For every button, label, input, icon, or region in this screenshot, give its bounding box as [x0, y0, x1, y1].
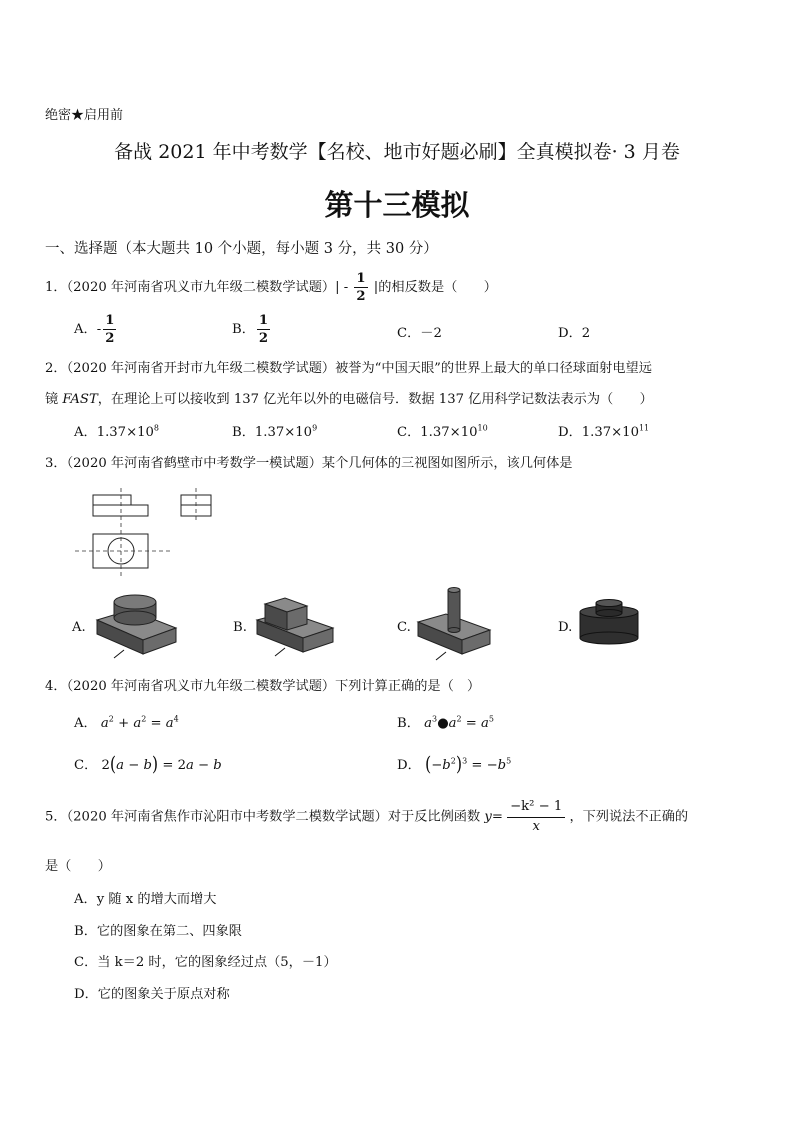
- question-1-stem: 1．（2020 年河南省巩义市九年级二模数学试题）| - $\frac{1}{2}$ |的相反数是（ ）: [45, 271, 497, 305]
- option-c-pillar-on-block-icon[interactable]: [416, 586, 494, 662]
- secret-label: 绝密★启用前: [45, 108, 124, 123]
- question-3-option-b[interactable]: B.: [233, 620, 247, 635]
- question-1-option-c[interactable]: C．－2: [397, 326, 442, 341]
- fraction-one-half: $\frac{1}{2}$: [356, 271, 366, 305]
- question-4-option-c[interactable]: C． 2(a − b) = 2a − b: [74, 751, 222, 776]
- question-2-option-d[interactable]: D．$1.37\times 10^{11}$: [558, 423, 650, 440]
- question-5-option-d[interactable]: D．它的图象关于原点对称: [74, 987, 230, 1002]
- question-4-option-d[interactable]: D． $(-b^2)^3 = -b^5$: [397, 751, 512, 776]
- question-5-option-a[interactable]: A．y 随 x 的增大而增大: [74, 892, 217, 907]
- question-4-stem: 4．（2020 年河南省巩义市九年级二模数学试题）下列计算正确的是（ ）: [45, 679, 481, 694]
- option-a-cylinder-on-block-icon[interactable]: [92, 590, 184, 660]
- question-2-stem-line2: 镜 FAST，在理论上可以接收到 137 亿光年以外的电磁信号．数据 137 亿用科学记数法表示为（ ）: [45, 392, 653, 407]
- question-1-option-d[interactable]: D．2: [558, 326, 591, 341]
- question-3-option-a[interactable]: A.: [72, 620, 86, 635]
- question-3-option-d[interactable]: D.: [558, 620, 573, 635]
- question-1-option-a[interactable]: A．- $\frac{1}{2}$: [74, 313, 115, 347]
- question-5-option-c[interactable]: C．当 k＝2 时，它的图象经过点（5，－1）: [74, 955, 337, 970]
- question-2-option-b[interactable]: B．$1.37\times 10^9$: [232, 423, 318, 440]
- option-d-stacked-cylinders-icon[interactable]: [578, 598, 642, 646]
- question-2-option-a[interactable]: A．$1.37\times 10^8$: [74, 423, 159, 440]
- three-view-diagram: [70, 488, 180, 578]
- fraction-expression: $\frac{\text{−k² − 1}}{x}$: [507, 800, 565, 834]
- page-title: 第十三模拟: [324, 188, 470, 222]
- question-2-stem-line1: 2．（2020 年河南省开封市九年级二模数学试题）被誉为“中国天眼”的世界上最大的单口径球面射电望远: [45, 361, 652, 376]
- question-2-option-c[interactable]: C．$1.37\times 10^{10}$: [397, 423, 488, 440]
- question-5-stem: 5．（2020 年河南省焦作市沁阳市中考数学二模数学试题）对于反比例函数 y= $\frac{\text{−k² − 1}}{x}$ ，下列说法不正确的: [45, 799, 689, 834]
- question-4-option-a[interactable]: A． $a^2 + a^2 = a^4$: [74, 714, 179, 731]
- question-1-option-b[interactable]: B． $\frac{1}{2}$: [232, 313, 269, 347]
- question-3-stem: 3．（2020 年河南省鹤壁市中考数学一模试题）某个几何体的三视图如图所示，该几何体是: [45, 456, 573, 471]
- question-3-option-c[interactable]: C.: [397, 620, 411, 635]
- question-4-option-b[interactable]: B． $a^3●a^2 = a^5$: [397, 714, 494, 731]
- question-5-stem-line2: 是（ ）: [45, 859, 111, 874]
- option-b-cube-on-block-icon[interactable]: [255, 590, 335, 660]
- question-5-option-b[interactable]: B．它的图象在第二、四象限: [74, 924, 242, 939]
- section-heading: 一、选择题（本大题共 10 个小题，每小题 3 分，共 30 分）: [45, 241, 438, 257]
- exam-subtitle: 备战 2021 年中考数学【名校、地市好题必刷】全真模拟卷· 3 月卷: [114, 141, 680, 163]
